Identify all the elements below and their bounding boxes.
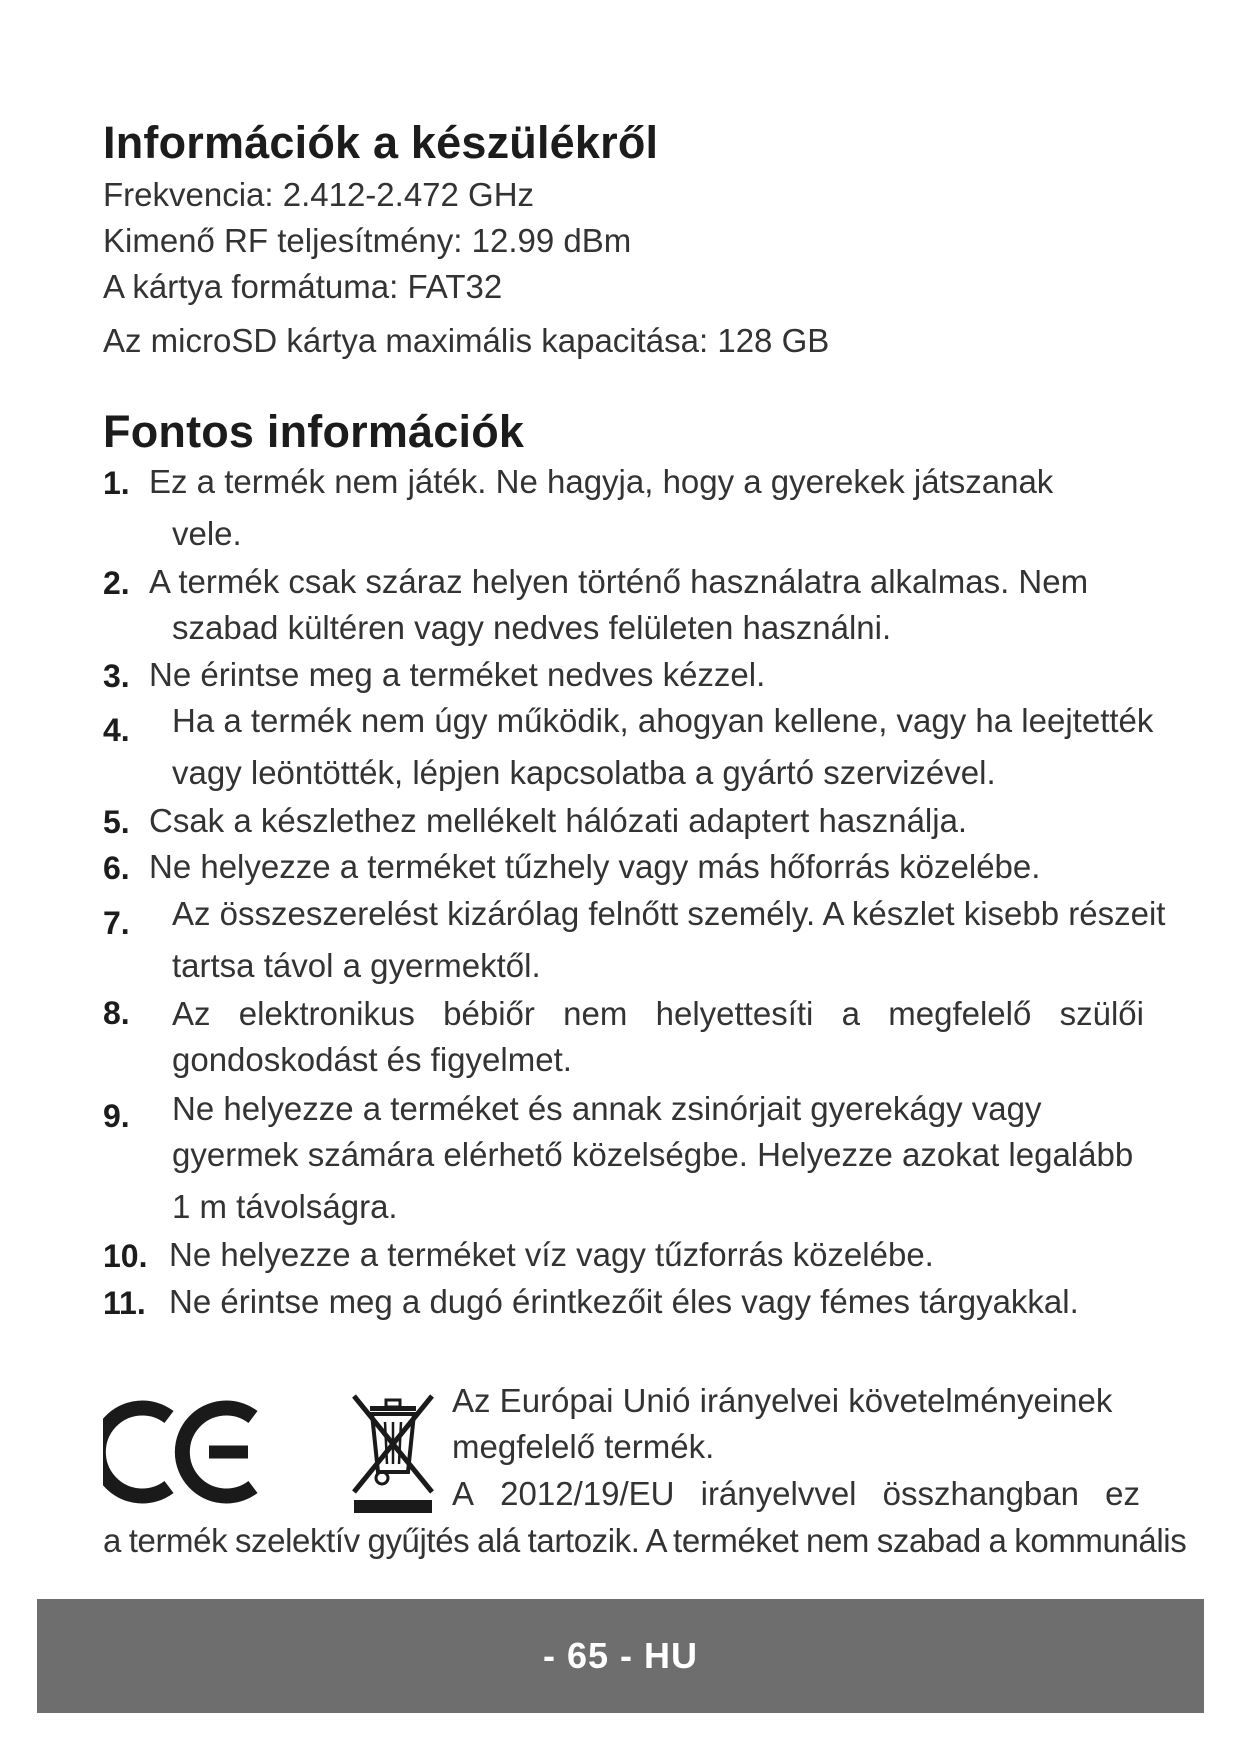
list-text: gondoskodást és figyelmet. (172, 1041, 572, 1078)
word: a (841, 995, 860, 1032)
list-text: Csak a készlethez mellékelt hálózati adaptert használja. (149, 802, 968, 839)
list-text: gyermek számára elérhető közelségbe. Helyezze azokat legalább (172, 1136, 1134, 1173)
word: Az (172, 995, 211, 1032)
list-text: A termék csak száraz helyen történő használatra alkalmas. Nem (149, 563, 1089, 600)
list-number: 10. (103, 1238, 148, 1274)
word: ez (1105, 1475, 1140, 1512)
ce-mark-icon (103, 1397, 261, 1507)
list-number: 2. (103, 565, 130, 601)
word: 2012/19/EU (500, 1475, 675, 1512)
list-text: Ha a termék nem úgy működik, ahogyan kellene, vagy ha leejtették (172, 702, 1154, 739)
word: irányelvvel (700, 1475, 857, 1512)
compliance-text: megfelelő termék. (452, 1428, 715, 1465)
list-number: 7. (103, 905, 130, 941)
word: A (452, 1475, 475, 1512)
word: helyettesíti (655, 995, 814, 1032)
list-text: Ne helyezze a terméket tűzhely vagy más hőforrás közelébe. (149, 848, 1041, 885)
word: megfelelő (888, 995, 1032, 1032)
page-footer (37, 1599, 1204, 1713)
list-number: 3. (103, 658, 130, 694)
list-text: Ne helyezze a terméket víz vagy tűzforrás közelébe. (169, 1236, 934, 1273)
list-number: 4. (103, 712, 130, 748)
compliance-text-justified (452, 1475, 1140, 1513)
list-text-justified (172, 995, 1144, 1033)
list-text: vele. (172, 515, 242, 552)
list-number: 11. (103, 1285, 146, 1321)
device-info-title: Információk a készülékről (103, 117, 659, 168)
spec-max-capacity: Az microSD kártya maximális kapacitása: 128 GB (103, 322, 830, 359)
list-text: Ne helyezze a terméket és annak zsinórjait gyerekágy vagy (172, 1090, 1042, 1127)
list-text: 1 m távolságra. (172, 1188, 398, 1225)
list-text: Ne érintse meg a dugó érintkezőit éles vagy fémes tárgyakkal. (169, 1283, 1079, 1320)
list-text: Ez a termék nem játék. Ne hagyja, hogy a gyerekek játszanak (149, 463, 1054, 500)
list-number: 5. (103, 804, 130, 840)
word: összhangban (882, 1475, 1079, 1512)
list-text: vagy leöntötték, lépjen kapcsolatba a gyártó szervizével. (172, 754, 996, 791)
list-number: 9. (103, 1098, 130, 1134)
page-number: - 65 - HU (542, 1635, 699, 1676)
list-number: 8. (103, 995, 130, 1031)
list-text: szabad kültéren vagy nedves felületen használni. (172, 609, 892, 646)
list-number: 1. (103, 465, 130, 501)
word: elektronikus (238, 995, 415, 1032)
list-text: tartsa távol a gyermektől. (172, 947, 541, 984)
compliance-text: Az Európai Unió irányelvei követelményeinek (452, 1382, 1113, 1419)
word: nem (563, 995, 628, 1032)
compliance-text: a termék szelektív gyűjtés alá tartozik. A terméket nem szabad a kommunális (103, 1522, 1187, 1559)
list-text: Ne érintse meg a terméket nedves kézzel. (149, 656, 766, 693)
list-number: 6. (103, 850, 130, 886)
spec-rf-power: Kimenő RF teljesítmény: 12.99 dBm (103, 222, 632, 259)
word: bébiőr (443, 995, 535, 1032)
word: szülői (1059, 995, 1144, 1032)
spec-frequency: Frekvencia: 2.412-2.472 GHz (103, 176, 535, 213)
important-info-title: Fontos információk (103, 406, 525, 457)
crossed-out-wheelie-bin-icon (350, 1392, 436, 1515)
spec-card-format: A kártya formátuma: FAT32 (103, 268, 503, 305)
list-text: Az összeszerelést kizárólag felnőtt személy. A készlet kisebb részeit (172, 895, 1166, 932)
